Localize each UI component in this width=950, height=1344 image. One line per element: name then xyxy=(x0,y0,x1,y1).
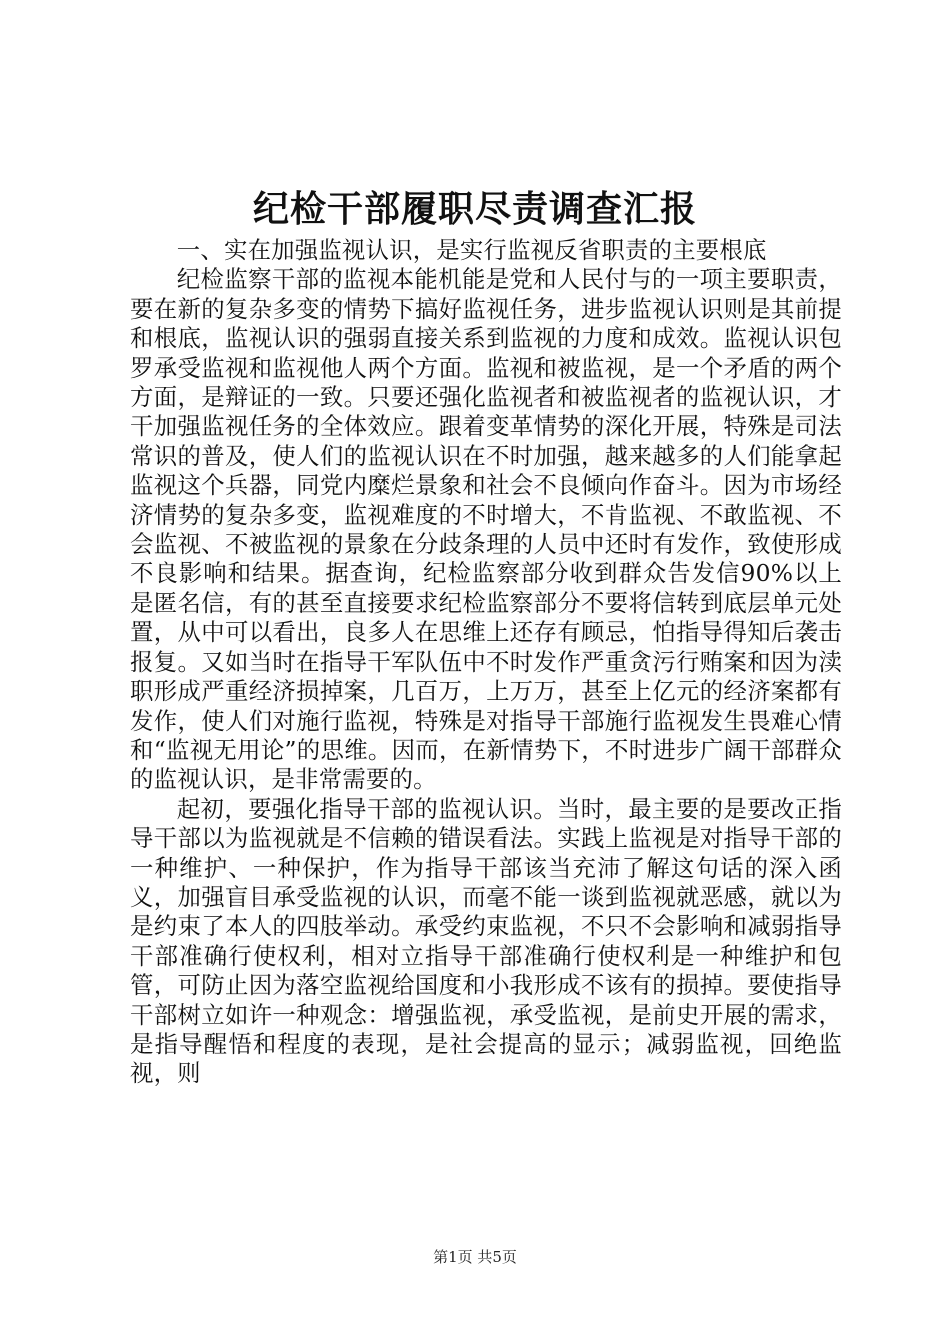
body-paragraph: 纪检监察干部的监视本能机能是党和人民付与的一项主要职责，要在新的复杂多变的情势下搞好监视任务，进步监视认识则是其前提和根底，监视认识的强弱直接关系到监视的力度和成效。监视认识包罗承受监视和监视他人两个方面。监视和被监视，是一个矛盾的两个方面，是辩证的一致。只要还强化监视者和被监视者的监视认识，才干加强监视任务的全体效应。跟着变革情势的深化开展，特殊是司法常识的普及，使人们的监视认识在不时加强，越来越多的人们能拿起监视这个兵器，同党内糜烂景象和社会不良倾向作奋斗。因为市场经济情势的复杂多变，监视难度的不时增大，不肯监视、不敢监视、不会监视、不被监视的景象在分歧条理的人员中还时有发作，致使形成不良影响和结果。据查询，纪检监察部分收到群众告发信90%以上是匿名信，有的甚至直接要求纪检监察部分不要将信转到底层单元处置，从中可以看出，良多人在思维上还存有顾忌，怕指导得知后袭击报复。又如当时在指导干军队伍中不时发作严重贪污行贿案和因为渎职形成严重经济损掉案，几百万，上万万，甚至上亿元的经济案都有发作，使人们对施行监视，特殊是对指导干部施行监视发生畏难心情和“监视无用论”的思维。因而，在新情势下，不时进步广阔干部群众的监视认识，是非常需要的。 xyxy=(130,265,842,794)
document-title: 纪检干部履职尽责调查汇报 xyxy=(252,188,697,230)
body-paragraph: 起初，要强化指导干部的监视认识。当时，最主要的是要改正指导干部以为监视就是不信赖的错误看法。实践上监视是对指导干部的一种维护、一种保护，作为指导干部该当充沛了解这句话的深入函义，加强盲目承受监视的认识，而毫不能一谈到监视就恶感，就以为是约束了本人的四肢举动。承受约束监视，不只不会影响和减弱指导干部准确行使权利，相对立指导干部准确行使权利是一种维护和包管，可防止因为落空监视给国度和小我形成不该有的损掉。要使指导干部树立如许一种观念：增强监视，承受监视，是前史开展的需求，是指导醒悟和程度的表现，是社会提高的显示；减弱监视，回绝监视，则 xyxy=(130,794,842,1088)
document-body xyxy=(130,236,842,1089)
page-number-footer: 第1页 共5页 xyxy=(433,1248,517,1266)
section-heading: 一、实在加强监视认识，是实行监视反省职责的主要根底 xyxy=(176,236,767,264)
